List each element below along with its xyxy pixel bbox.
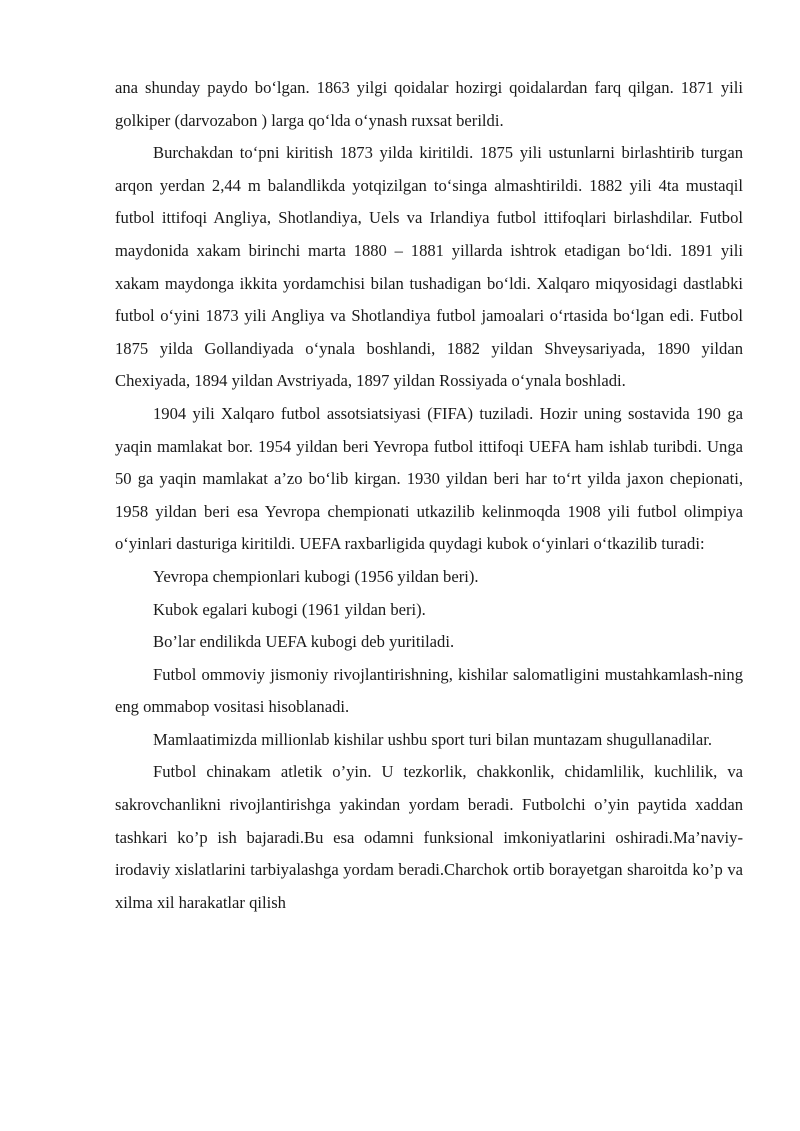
paragraph-health: Futbol ommoviy jismoniy rivojlantirishning, kishilar salomatligini mustahkamlash-ning eng ommabop vositasi hisoblanadi. [115,664,743,717]
paragraph-athletic-game: Futbol chinakam atletik o’yin. U tezkorlik, chakkonlik, chidamlilik, kuchlilik, va sakrovchanlikni rivojlantirishga yakindan yordam beradi. Futbolchi o’yin paytida xaddan tashkari ko’p ish bajaradi.Bu esa odamni funksional imkoniyatlarini oshiradi.Ma’naviy-irodaviy xislatlarini tarbiyalashga yordam beradi.Charchok ortib borayetgan sharoitda ko’p va xilma xil harakatlar qilish [115,762,743,912]
paragraph-continuation: ana shunday paydo bo‘lgan. 1863 yilgi qoidalar hozirgi qoidalardan farq qilgan. 1871 yili golkiper (darvozabon ) larga qo‘lda o‘ynash ruxsat berildi. [115,78,743,130]
paragraph-history-rules: Burchakdan to‘pni kiritish 1873 yilda kiritildi. 1875 yili ustunlarni birlashtirib turgan arqon yerdan 2,44 m balandlikda yotqizilgan to‘singa almashtirildi. 1882 yili 4ta mustaqil futbol ittifoqi Angliya, Shotlandiya, Uels va Irlandiya futbol ittifoqlari birlashdilar. Futbol maydonida xakam birinchi marta 1880 – 1881 yillarda ishtrok etadigan bo‘ldi. 1891 yili xakam maydonga ikkita yordamchisi bilan tushadigan bo‘ldi. Xalqaro miqyosidagi dastlabki futbol o‘yini 1873 yili Angliya va Shotlandiya futbol jamoalari o‘rtasida bo‘lgan edi. Futbol 1875 yilda Gollandiyada o‘ynala boshlandi, 1882 yildan Shveysariyada, 1890 yildan Chexiyada, 1894 yildan Avstriyada, 1897 yildan Rossiyada o‘ynala boshladi. [115,143,743,391]
list-item-cup-winners-cup: Kubok egalari kubogi (1961 yildan beri). [153,599,426,619]
paragraph-millions: Mamlaatimizda millionlab kishilar ushbu sport turi bilan muntazam shugullanadilar. [153,729,713,749]
list-item-champions-cup: Yevropa chempionlari kubogi (1956 yildan beri). [153,566,479,586]
document-page [115,72,743,919]
paragraph-fifa-uefa: 1904 yili Xalqaro futbol assotsiatsiyasi (FIFA) tuziladi. Hozir uning sostavida 190 ga yaqin mamlakat bor. 1954 yildan beri Yevropa futbol ittifoqi UEFA ham ishlab turibdi. Unga 50 ga yaqin mamlakat a’zo bo‘lib kirgan. 1930 yildan beri har to‘rt yilda jaxon chepionati, 1958 yildan beri esa Yevropa chempionati utkazilib kelinmoqda 1908 yili futbol olimpiya o‘yinlari dasturiga kiritildi. UEFA raxbarligida quydagi kubok o‘yinlari o‘tkazilib turadi: [115,403,743,554]
list-item-uefa-cup: Bo’lar endilikda UEFA kubogi deb yuritiladi. [153,632,455,652]
